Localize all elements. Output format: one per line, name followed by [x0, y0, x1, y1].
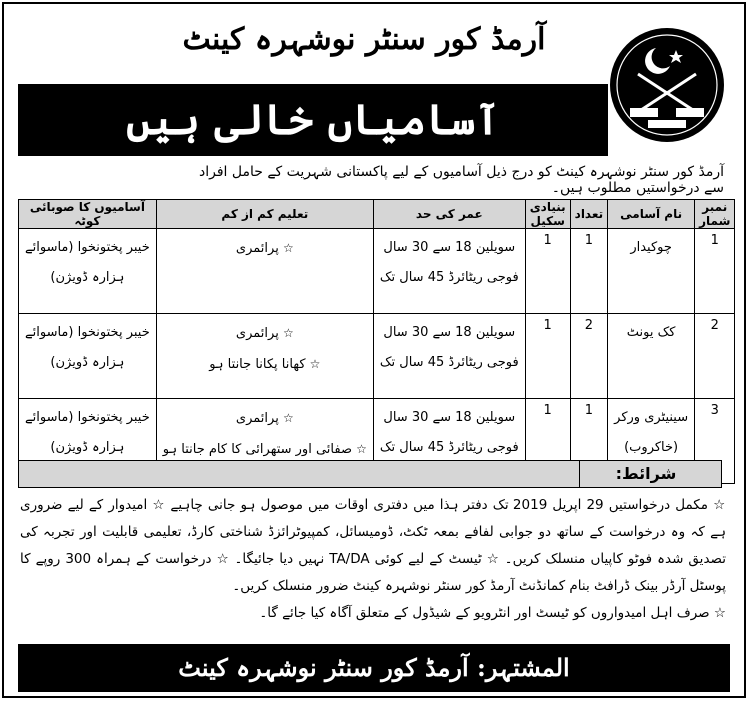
- serial-cell: 2: [695, 314, 735, 399]
- age-retired: فوجی ریٹائرڈ 45 سال تک: [379, 440, 519, 455]
- age-retired: فوجی ریٹائرڈ 45 سال تک: [379, 270, 519, 285]
- post-name: کک یونٹ: [626, 325, 676, 340]
- education-cell: [156, 314, 373, 399]
- advertiser-footer: المشتہر: آرمڈ کور سنٹر نوشہرہ کینٹ: [18, 644, 730, 692]
- intro-text: آرمڈ کور سنٹر نوشہرہ کینٹ کو درج ذیل آسامیوں کے لیے پاکستانی شہریت کے حامل افراد سے درخواستیں مطلوب ہیں۔: [198, 164, 724, 196]
- header-post: نام آسامی: [608, 200, 695, 229]
- scale-cell: 1: [525, 399, 570, 484]
- conditions-paragraph: ☆ مکمل درخواستیں 29 اپریل 2019 تک دفتر ہذا میں دفتری اوقات میں موصول ہو جانی چاہیے ☆ امیدوار کے لیے ضروری ہے کہ وہ درخواست کے ساتھ دو جوابی لفافے بمعہ ٹکٹ، ڈومیسائل، کمپیوٹرائزڈ شناختی کارڈ، تعلیمی قابلیت اور تجربہ کی تصدیق شدہ فوٹو کاپیاں منسلک کریں۔ ☆ ٹیسٹ کے لیے کوئی TA/DA نہیں دیا جائیگا۔ ☆ درخواست کے ہمراہ 300 روپے کا پوسٹل آرڈر بینک ڈرافٹ بنام کمانڈنٹ آرمڈ کور سنٹر نوشہرہ کینٹ ضرور منسلک کریں۔: [20, 497, 727, 594]
- education-primary: پرائمری: [235, 326, 279, 341]
- table-row: [19, 229, 735, 314]
- quota-line2: ہزارہ ڈویژن): [50, 270, 125, 285]
- table-row: [19, 314, 735, 399]
- header-quota: آسامیوں کا صوبائی کوٹہ: [19, 200, 157, 229]
- age-cell: [373, 229, 525, 314]
- post-cell: [608, 229, 695, 314]
- advertisement-page: [2, 2, 746, 698]
- star-icon: ☆: [356, 442, 367, 456]
- education-cell: [156, 229, 373, 314]
- conditions-body: [20, 492, 726, 627]
- scale-cell: 1: [525, 314, 570, 399]
- post-name: چوکیدار: [630, 240, 672, 255]
- header-count: تعداد: [570, 200, 607, 229]
- page-title: آرمڈ کور سنٹر نوشہرہ کینٹ: [182, 22, 546, 57]
- header-age: عمر کی حد: [373, 200, 525, 229]
- quota-line1: خیبر پختونخوا (ماسوائے: [25, 410, 150, 425]
- conditions-heading: شرائط:: [570, 460, 722, 488]
- scale-cell: 1: [525, 229, 570, 314]
- education-primary: پرائمری: [235, 241, 279, 256]
- quota-cell: [19, 229, 157, 314]
- header-serial: نمبر شمار: [695, 200, 735, 229]
- post-cell: [608, 314, 695, 399]
- vacancies-banner: آسامیاں خالی ہیں: [18, 84, 608, 156]
- age-civilian: سویلین 18 سے 30 سال: [383, 240, 516, 255]
- vacancies-table: [18, 199, 735, 484]
- quota-line1: خیبر پختونخوا (ماسوائے: [25, 240, 150, 255]
- serial-cell: 1: [695, 229, 735, 314]
- conditions-heading-bar: [18, 460, 580, 488]
- quota-line2: ہزارہ ڈویژن): [50, 440, 125, 455]
- table-header-row: [19, 200, 735, 229]
- post-name: سینیٹری ورکر: [614, 410, 689, 425]
- header-education: تعلیم کم از کم: [156, 200, 373, 229]
- star-icon: ☆: [282, 411, 294, 425]
- age-civilian: سویلین 18 سے 30 سال: [383, 410, 516, 425]
- count-cell: 2: [570, 314, 607, 399]
- quota-cell: [19, 314, 157, 399]
- age-retired: فوجی ریٹائرڈ 45 سال تک: [379, 355, 519, 370]
- star-icon: ☆: [282, 241, 294, 255]
- star-icon: ☆: [282, 326, 294, 340]
- star-icon: ☆: [309, 357, 321, 371]
- army-crest-icon: [608, 26, 726, 144]
- conditions-paragraph: ☆ صرف اہل امیدواروں کو ٹیسٹ اور انٹرویو کے شیڈول کے متعلق آگاہ کیا جائے گا۔: [259, 605, 726, 621]
- serial-cell: 3: [695, 399, 735, 484]
- count-cell: 1: [570, 229, 607, 314]
- education-skill: صفائی اور ستھرائی کا کام جانتا ہو: [162, 442, 352, 457]
- age-civilian: سویلین 18 سے 30 سال: [383, 325, 516, 340]
- quota-line2: ہزارہ ڈویژن): [50, 355, 125, 370]
- education-primary: پرائمری: [235, 411, 279, 426]
- post-subtitle: (خاکروب): [624, 440, 679, 455]
- count-cell: 1: [570, 399, 607, 484]
- quota-line1: خیبر پختونخوا (ماسوائے: [25, 325, 150, 340]
- education-skill: کھانا پکانا جانتا ہو: [209, 357, 306, 372]
- header-scale: بنیادی سکیل: [525, 200, 570, 229]
- age-cell: [373, 314, 525, 399]
